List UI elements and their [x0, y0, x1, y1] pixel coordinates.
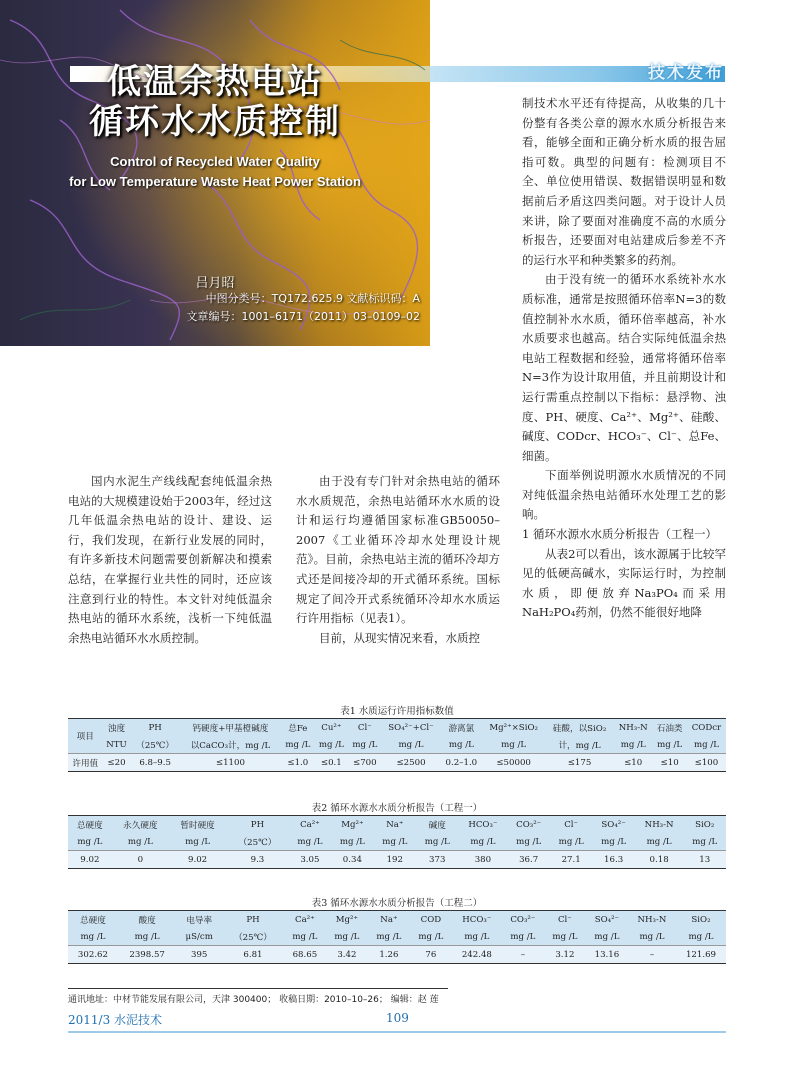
table-cell: 16.3: [592, 851, 634, 869]
author: 吕月昭: [195, 276, 235, 291]
table-header-row: [68, 719, 726, 737]
table-cell: ≤1.0: [281, 754, 315, 772]
table-header-cell: 暂时硬度: [169, 816, 226, 834]
table2-caption: 表2 循环水源水水质分析报告（工程一）: [311, 803, 483, 814]
table-cell: 192: [374, 851, 416, 869]
table-header-row: [68, 928, 726, 946]
table-header-cell: mg /L: [348, 736, 382, 754]
table-header-cell: CO₃²⁻: [507, 816, 550, 834]
paragraph: 由于没有专门针对余热电站的循环水水质规范，余热电站循环水水质的设计和运行均遵循国家标准GB50050–2007《工业循环冷却水处理设计规范》。目前，余热电站主流的循环冷却方式还是间接冷却的开式循环系统。国标规定了间冷开式系统循环冷却水水质运行许用指标（见表1）。: [296, 474, 500, 626]
table-cell: 9.3: [226, 851, 289, 869]
table-cell: 36.7: [507, 851, 550, 869]
article-subtitle-line2: for Low Temperature Waste Heat Power Station: [69, 174, 361, 189]
table-cell: 9.02: [169, 851, 226, 869]
table-header-cell: mg /L: [368, 928, 410, 946]
journal-issue: 2011/3 水泥技术: [68, 1013, 163, 1027]
table-header-cell: SiO₂: [676, 911, 726, 929]
paragraph: 国内水泥生产线线配套纯低温余热电站的大规模建设始于2003年，经过这几年低温余热电站的设计、建设、运行，我们发现，在新行业发展的同时，有许多新技术问题需要创新解决和摸索总结，在掌握行业共性的同时，还应该注意到行业的特性。本文针对纯低温余热电站的循环水系统，浅析一下纯低温余热电站循环水水质控制。: [68, 474, 272, 645]
table-header-cell: （25℃）: [226, 833, 289, 851]
table-header-cell: mg /L: [452, 928, 502, 946]
table-header-cell: mg /L: [289, 833, 331, 851]
table-header-row: [68, 911, 726, 929]
table-header-cell: 以CaCO₃计，mg /L: [180, 736, 281, 754]
table-header-cell: 钙硬度+甲基橙碱度: [180, 719, 281, 737]
table-header-cell: mg /L: [331, 833, 373, 851]
table-header-cell: SiO₂: [683, 816, 726, 834]
table-header-cell: mg /L: [683, 833, 726, 851]
table-cell: ≤2500: [382, 754, 441, 772]
table-header-cell: 酸度: [118, 911, 176, 929]
table1-caption: 表1 水质运行许用指标数值: [340, 706, 454, 717]
table-cell: 6.81: [222, 946, 284, 964]
table-cell: 302.62: [68, 946, 118, 964]
table-cell: ≤175: [545, 754, 614, 772]
table-header-cell: NH₃-N: [628, 911, 676, 929]
article-subtitle: [0, 152, 430, 192]
table-cell: 13.16: [586, 946, 628, 964]
footnote-divider: [68, 988, 448, 989]
table-cell: ≤10: [652, 754, 687, 772]
table-cell: 0.2–1.0: [440, 754, 482, 772]
table-header-row: [68, 816, 726, 834]
table-cell: 1.26: [368, 946, 410, 964]
table-header-cell: 石油类: [652, 719, 687, 737]
table-header-cell: mg /L: [112, 833, 169, 851]
table-header-cell: 游离氯: [440, 719, 482, 737]
body-column-right: [522, 94, 726, 623]
table-cell: 68.65: [284, 946, 326, 964]
table-header-cell: mg /L: [544, 928, 586, 946]
table-header-cell: mg /L: [592, 833, 634, 851]
table-row: [68, 851, 726, 869]
table-header-cell: 项目: [68, 719, 103, 754]
page-number: 109: [386, 1011, 409, 1025]
paragraph: 由于没有统一的循环水系统补水水质标准，通常是按照循环倍率N=3的数值控制补水水质，循环倍率越高，补水水质要求也越高。结合实际纯低温余热电站工程数据和经验，通常将循环倍率N=3作为设计取用值，并且前期设计和运行需重点控制以下指标：悬浮物、浊度、PH、硬度、Ca²⁺、Mg²⁺、硅酸、碱度、CODcr、HCO₃⁻、Cl⁻、总Fe、细菌。: [522, 272, 726, 463]
table-header-cell: CO₃²⁻: [502, 911, 544, 929]
table-header-cell: mg /L: [284, 928, 326, 946]
table-cell: 3.05: [289, 851, 331, 869]
table-header-cell: HCO₃⁻: [452, 911, 502, 929]
table-header-cell: COD: [410, 911, 452, 929]
article-meta: [60, 290, 420, 326]
table-header-cell: 计，mg /L: [545, 736, 614, 754]
table-header-cell: SO₄²⁻: [592, 816, 634, 834]
table-header-cell: mg /L: [326, 928, 368, 946]
table2: [68, 815, 726, 869]
table-header-cell: mg /L: [507, 833, 550, 851]
table-cell: 0.34: [331, 851, 373, 869]
table-header-cell: Na⁺: [374, 816, 416, 834]
table-header-cell: （25℃）: [222, 928, 284, 946]
article-title-line1: 低温余热电站: [107, 62, 323, 102]
table-header-cell: mg /L: [458, 833, 507, 851]
table-header-cell: PH: [226, 816, 289, 834]
table-cell: ≤10: [614, 754, 652, 772]
section-heading: 1 循环水源水水质分析报告（工程一）: [522, 527, 717, 542]
table-cell: ≤0.1: [315, 754, 349, 772]
table-header-row: [68, 833, 726, 851]
table-header-cell: 浊度: [103, 719, 131, 737]
body-column-middle: [296, 472, 500, 648]
table-cell: 许用值: [68, 754, 103, 772]
paragraph: 目前，从现实情况来看，水质控: [319, 630, 480, 645]
table-header-cell: mg /L: [687, 736, 726, 754]
table-cell: –: [502, 946, 544, 964]
table-header-cell: 硅酸，以SiO₂: [545, 719, 614, 737]
body-column-left: [68, 472, 272, 648]
section-label: 技术发布: [648, 63, 724, 83]
table-header-cell: μS/cm: [176, 928, 222, 946]
table-header-cell: mg /L: [118, 928, 176, 946]
table-cell: 0: [112, 851, 169, 869]
table-header-cell: mg /L: [315, 736, 349, 754]
table-cell: 27.1: [550, 851, 592, 869]
table-cell: ≤20: [103, 754, 131, 772]
table-header-cell: Mg²⁺×SiO₂: [482, 719, 545, 737]
table-header-cell: （25℃）: [130, 736, 179, 754]
table-header-row: [68, 736, 726, 754]
table-cell: 121.69: [676, 946, 726, 964]
table-cell: –: [628, 946, 676, 964]
table-header-cell: Ca²⁺: [284, 911, 326, 929]
table-cell: 395: [176, 946, 222, 964]
table-header-cell: 永久硬度: [112, 816, 169, 834]
table-header-cell: 碱度: [416, 816, 458, 834]
table-header-cell: Na⁺: [368, 911, 410, 929]
table-cell: 0.18: [635, 851, 684, 869]
table-header-cell: mg /L: [614, 736, 652, 754]
footnote: 通讯地址：中材节能发展有限公司，天津 300400； 收稿日期：2010–10–26； 编辑：赵 莲: [68, 995, 439, 1005]
table-header-cell: 总硬度: [68, 816, 112, 834]
table-header-cell: mg /L: [416, 833, 458, 851]
article-number: 文章编号：1001–6171（2011）03–0109–02: [186, 310, 420, 323]
table-header-cell: PH: [222, 911, 284, 929]
table-header-cell: mg /L: [382, 736, 441, 754]
table-header-cell: Cl⁻: [348, 719, 382, 737]
table-cell: 373: [416, 851, 458, 869]
table-row: [68, 754, 726, 772]
table-header-cell: mg /L: [550, 833, 592, 851]
article-title-line2: 循环水水质控制: [89, 102, 341, 142]
table-header-cell: mg /L: [502, 928, 544, 946]
table-header-cell: mg /L: [635, 833, 684, 851]
table-header-cell: mg /L: [482, 736, 545, 754]
footer-divider: [68, 1031, 726, 1033]
table-header-cell: Cu²⁺: [315, 719, 349, 737]
table-cell: ≤1100: [180, 754, 281, 772]
paragraph: 下面举例说明源水水质情况的不同对纯低温余热电站循环水处理工艺的影响。: [522, 468, 726, 522]
table-header-cell: SO₄²⁻: [586, 911, 628, 929]
table-cell: 3.12: [544, 946, 586, 964]
article-subtitle-line1: Control of Recycled Water Quality: [110, 154, 320, 169]
table-header-cell: mg /L: [281, 736, 315, 754]
paragraph: 制技术水平还有待提高，从收集的几十份整有各类公章的源水水质分析报告来看，能够全面和正确分析水质的报告屈指可数。典型的问题有：检测项目不全、单位使用错误、数据错误明显和数据前后矛盾这四类问题。对于设计人员来讲，除了要面对准确度不高的水质分析报告，还要面对电站建成后参差不齐的运行水平和种类繁多的药剂。: [522, 96, 726, 267]
table3-caption: 表3 循环水源水水质分析报告（工程二）: [311, 898, 483, 909]
table-header-cell: 总Fe: [281, 719, 315, 737]
table-header-cell: mg /L: [68, 833, 112, 851]
article-title: [0, 62, 430, 142]
table-cell: 3.42: [326, 946, 368, 964]
table-header-cell: mg /L: [628, 928, 676, 946]
table-cell: 76: [410, 946, 452, 964]
table-cell: 9.02: [68, 851, 112, 869]
table-cell: 380: [458, 851, 507, 869]
table-header-cell: NH₃-N: [635, 816, 684, 834]
table-cell: 2398.57: [118, 946, 176, 964]
table-cell: ≤100: [687, 754, 726, 772]
table-cell: ≤700: [348, 754, 382, 772]
table-header-cell: CODcr: [687, 719, 726, 737]
table-header-cell: mg /L: [676, 928, 726, 946]
table-header-cell: 电导率: [176, 911, 222, 929]
table-header-cell: Mg²⁺: [331, 816, 373, 834]
table-header-cell: NH₃-N: [614, 719, 652, 737]
table-cell: 13: [683, 851, 726, 869]
table-header-cell: mg /L: [68, 928, 118, 946]
table-cell: 242.48: [452, 946, 502, 964]
table-header-cell: mg /L: [652, 736, 687, 754]
table-header-cell: 总硬度: [68, 911, 118, 929]
classification-number: 中图分类号：TQ172.625.9 文献标识码：A: [205, 292, 420, 305]
table-header-cell: mg /L: [410, 928, 452, 946]
table3: [68, 910, 726, 964]
table-cell: ≤50000: [482, 754, 545, 772]
table-header-cell: PH: [130, 719, 179, 737]
table-header-cell: mg /L: [374, 833, 416, 851]
table-cell: 6.8–9.5: [130, 754, 179, 772]
table-row: [68, 946, 726, 964]
table-header-cell: Cl⁻: [550, 816, 592, 834]
table-header-cell: Mg²⁺: [326, 911, 368, 929]
paragraph: 从表2可以看出，该水源属于比较罕见的低硬高碱水，实际运行时，为控制水质，即便放弃Na₃PO₄而采用NaH₂PO₄药剂，仍然不能很好地降: [522, 546, 726, 620]
table1: [68, 718, 726, 772]
hero-image: [0, 0, 430, 346]
table-header-cell: mg /L: [440, 736, 482, 754]
table-header-cell: SO₄²⁻+Cl⁻: [382, 719, 441, 737]
table-header-cell: HCO₃⁻: [458, 816, 507, 834]
table-header-cell: Ca²⁺: [289, 816, 331, 834]
table-header-cell: mg /L: [586, 928, 628, 946]
table-header-cell: NTU: [103, 736, 131, 754]
table-header-cell: mg /L: [169, 833, 226, 851]
table-header-cell: Cl⁻: [544, 911, 586, 929]
